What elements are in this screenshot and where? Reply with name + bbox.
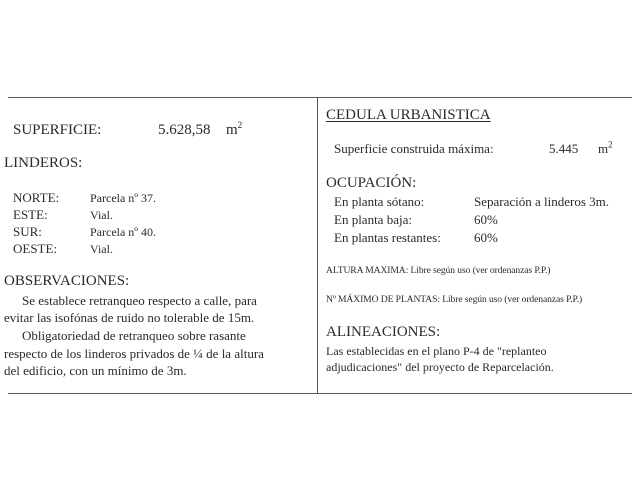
observaciones-title: OBSERVACIONES: [4, 273, 130, 289]
bottom-border-line [8, 393, 632, 394]
superficie-value: 5.628,58 [158, 122, 211, 138]
cedula-title: CEDULA URBANISTICA [326, 107, 491, 123]
ocupacion-baja-value: 60% [474, 212, 498, 227]
superficie-construida-unit-exponent: 2 [608, 139, 613, 150]
alineaciones-line: adjudicaciones" del proyecto de Reparcelación. [326, 360, 554, 374]
lindero-oeste-desc: Vial. [90, 242, 113, 256]
superficie-unit [226, 120, 243, 138]
superficie-unit-base: m [226, 122, 238, 138]
observaciones-line: Obligatoriedad de retranqueo sobre rasante [22, 328, 246, 343]
observaciones-line: Se establece retranqueo respecto a calle, para [22, 293, 257, 308]
lindero-norte-desc: Parcela nº 37. [90, 191, 157, 205]
numero-maximo-plantas: Nº MÁXIMO DE PLANTAS: Libre según uso (ver ordenanzas P.P.) [326, 294, 583, 305]
top-border-line [8, 97, 632, 98]
lindero-norte-dir: NORTE: [13, 190, 60, 205]
lindero-sur-dir: SUR: [13, 224, 42, 239]
superficie-construida-label: Superficie construida máxima: [334, 141, 494, 156]
ocupacion-restantes-value: 60% [474, 230, 498, 245]
alineaciones-title: ALINEACIONES: [326, 324, 441, 340]
superficie-label: SUPERFICIE: [13, 122, 102, 138]
lindero-este-dir: ESTE: [13, 207, 48, 222]
linderos-title: LINDEROS: [4, 155, 83, 171]
lindero-oeste-dir: OESTE: [13, 241, 58, 256]
superficie-construida-unit-base: m [598, 141, 609, 156]
observaciones-line: evitar las isofónas de ruido no tolerable de 15m. [4, 310, 255, 325]
ocupacion-restantes-label: En plantas restantes: [334, 230, 441, 245]
altura-maxima: ALTURA MAXIMA: Libre según uso (ver ordenanzas P.P.) [326, 265, 551, 276]
lindero-este-desc: Vial. [90, 208, 113, 222]
ocupacion-baja-label: En planta baja: [334, 212, 412, 227]
alineaciones-line: Las establecidas en el plano P-4 de "replanteo [326, 344, 547, 358]
observaciones-line: del edificio, con un mínimo de 3m. [4, 363, 187, 378]
superficie-unit-exponent: 2 [237, 120, 243, 130]
superficie-construida-unit [598, 139, 613, 156]
lindero-sur-desc: Parcela nº 40. [90, 225, 157, 239]
column-divider [317, 97, 318, 394]
ocupacion-title: OCUPACIÓN: [326, 175, 417, 191]
observaciones-line: respecto de los linderos privados de ¼ de la altura [4, 346, 264, 361]
superficie-construida-value: 5.445 [549, 141, 579, 156]
ocupacion-sotano-label: En planta sótano: [334, 194, 425, 209]
ocupacion-sotano-value: Separación a linderos 3m. [474, 194, 610, 209]
